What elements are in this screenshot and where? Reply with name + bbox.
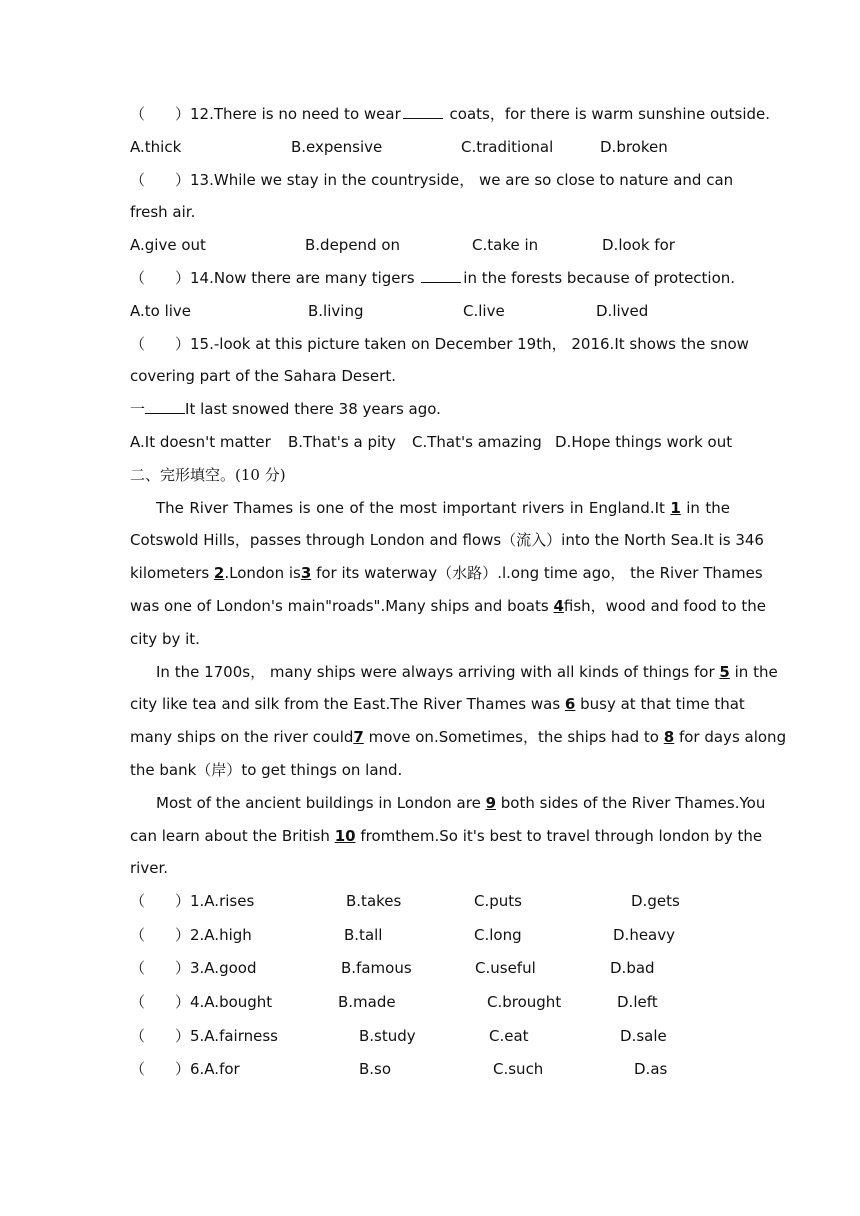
- blank-number: 7: [353, 728, 364, 747]
- passage-line: Cotswold Hills，passes through London and flows（流入）into the North Sea.It is 346: [130, 531, 764, 550]
- blank-number: 6: [564, 695, 576, 714]
- passage-line: kilometers 2.London is3 for its waterway（水路）.l.ong time ago， the River Thames: [130, 564, 763, 583]
- passage-line: the bank（岸）to get things on land.: [130, 760, 403, 779]
- option-a: A.give out: [130, 236, 206, 255]
- answer-blank: [421, 267, 461, 283]
- option-c: C.That's amazing: [412, 432, 542, 451]
- answer-paren: （ ）: [130, 105, 191, 123]
- blank-number: 9: [485, 793, 497, 812]
- blank-number: 4: [553, 596, 564, 615]
- answer-paren: （ ）: [130, 268, 191, 287]
- cloze-option-row: （ ） 1.A.rises B.takes C.puts D.gets: [130, 892, 680, 911]
- question-14-stem: （ ）14.Now there are many tigers in the forests because of protection.: [130, 268, 736, 287]
- question-13-stem: （ ）13.While we stay in the countryside， we are so close to nature and can: [130, 170, 734, 189]
- cloze-option-row: （ ） 4.A.bought B.made C.brought D.left: [130, 992, 658, 1011]
- question-14-options: [130, 295, 730, 328]
- worksheet-page: [130, 98, 787, 1087]
- answer-paren: （ ）: [130, 334, 191, 353]
- option-a: A.It doesn't matter: [130, 432, 271, 451]
- question-15-stem-cont: covering part of the Sahara Desert.: [130, 367, 396, 386]
- blank-number: 3: [300, 564, 312, 583]
- option-b: B.expensive: [291, 137, 383, 156]
- passage-line: The River Thames is one of the most important rivers in England.It 1 in the: [156, 498, 730, 517]
- cloze-option-row: （ ） 5.A.fairness B.study C.eat D.sale: [130, 1026, 667, 1045]
- cloze-option-row: （ ） 3.A.good B.famous C.useful D.bad: [130, 959, 655, 978]
- option-a: A.thick: [130, 137, 182, 156]
- option-d: D.look for: [602, 236, 675, 255]
- question-15-options: [130, 426, 733, 459]
- option-b: B.depend on: [305, 236, 401, 255]
- section-title: 二、完形填空。(10 分): [130, 465, 286, 484]
- question-12-stem: （ ）12.There is no need to wear coats，for there is warm sunshine outside.: [130, 105, 771, 123]
- passage-line: river.: [130, 859, 168, 878]
- blank-number: 10: [334, 826, 356, 845]
- answer-blank: [145, 398, 185, 414]
- answer-blank: [403, 103, 443, 119]
- cloze-option-row: （ ） 6.A.for B.so C.such D.as: [130, 1060, 668, 1079]
- option-c: C.take in: [472, 236, 539, 255]
- option-d: D.broken: [600, 137, 668, 156]
- option-c: C.live: [463, 301, 505, 320]
- option-b: B.living: [308, 301, 364, 320]
- answer-paren: （ ）: [130, 170, 191, 189]
- passage-line: can learn about the British 10 fromthem.So it's best to travel through london by the: [130, 826, 763, 845]
- passage-line: In the 1700s， many ships were always arriving with all kinds of things for 5 in the: [156, 662, 778, 681]
- passage-line: Most of the ancient buildings in London are 9 both sides of the River Thames.You: [156, 793, 766, 812]
- question-12-options: [130, 131, 730, 164]
- option-d: D.lived: [596, 301, 649, 320]
- question-15-reply: 一 It last snowed there 38 years ago.: [130, 400, 441, 419]
- blank-number: 5: [719, 662, 730, 681]
- passage-line: city like tea and silk from the East.The River Thames was 6 busy at that time that: [130, 695, 745, 714]
- passage-line: city by it.: [130, 629, 200, 648]
- passage-line: was one of London's main"roads".Many ships and boats 4fish，wood and food to the: [130, 596, 766, 615]
- question-13-stem-cont: fresh air.: [130, 203, 196, 222]
- question-13-options: [130, 229, 730, 262]
- question-15-stem: （ ）15.-look at this picture taken on December 19th， 2016.It shows the snow: [130, 334, 749, 353]
- option-a: A.to live: [130, 301, 192, 320]
- blank-number: 1: [670, 498, 681, 517]
- option-c: C.traditional: [461, 137, 554, 156]
- passage-line: many ships on the river could7 move on.Sometimes，the ships had to 8 for days along: [130, 728, 787, 747]
- blank-number: 8: [663, 728, 675, 747]
- option-b: B.That's a pity: [288, 432, 396, 451]
- cloze-option-row: （ ） 2.A.high B.tall C.long D.heavy: [130, 925, 675, 944]
- blank-number: 2: [213, 564, 225, 583]
- option-d: D.Hope things work out: [555, 432, 733, 451]
